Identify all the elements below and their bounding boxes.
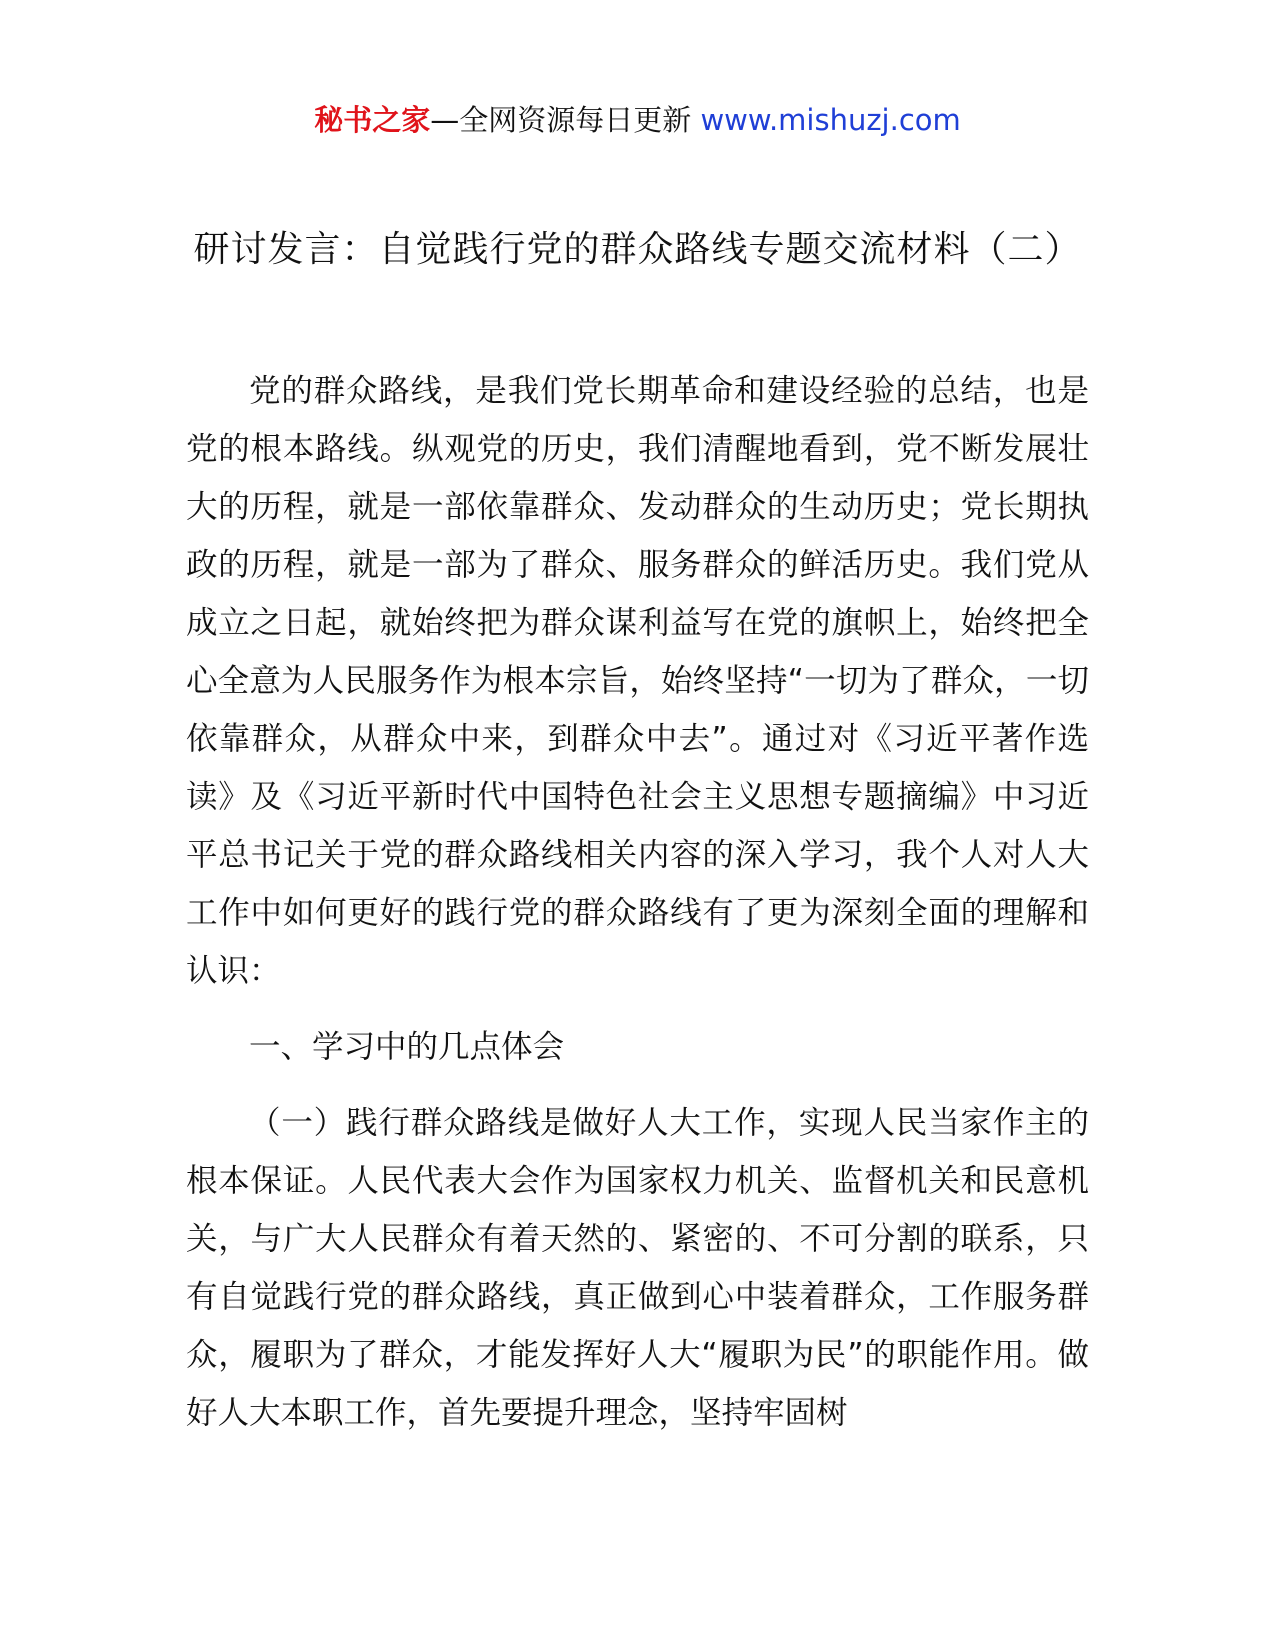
header-tagline: —全网资源每日更新 xyxy=(430,103,701,137)
site-url-link[interactable]: www.mishuzj.com xyxy=(700,103,961,137)
brand-name: 秘书之家 xyxy=(314,103,431,137)
intro-paragraph: 党的群众路线，是我们党长期革命和建设经验的总结，也是党的根本路线。纵观党的历史，我们清醒地看到，党不断发展壮大的历程，就是一部依靠群众、发动群众的生动历史；党长期执政的历程，就是一部为了群众、服务群众的鲜活历史。我们党从成立之日起，就始终把为群众谋利益写在党的旗帜上，始终把全心全意为人民服务作为根本宗旨，始终坚持“一切为了群众，一切依靠群众，从群众中来，到群众中去”。通过对《习近平著作选读》及《习近平新时代中国特色社会主义思想专题摘编》中习近平总书记关于党的群众路线相关内容的深入学习，我个人对人大工作中如何更好的践行党的群众路线有了更为深刻全面的理解和认识： xyxy=(186,373,1089,989)
site-header xyxy=(0,100,1275,140)
section-heading: 一、学习中的几点体会 xyxy=(249,1029,565,1065)
document-title: 研讨发言：自觉践行党的群众路线专题交流材料（二） xyxy=(193,229,1082,270)
subsection-paragraph: （一）践行群众路线是做好人大工作，实现人民当家作主的根本保证。人民代表大会作为国家权力机关、监督机关和民意机关，与广大人民群众有着天然的、紧密的、不可分割的联系，只有自觉践行党的群众路线，真正做到心中装着群众，工作服务群众，履职为了群众，才能发挥好人大“履职为民”的职能作用。做好人大本职工作，首先要提升理念，坚持牢固树 xyxy=(186,1105,1089,1431)
document-body xyxy=(186,362,1089,1442)
